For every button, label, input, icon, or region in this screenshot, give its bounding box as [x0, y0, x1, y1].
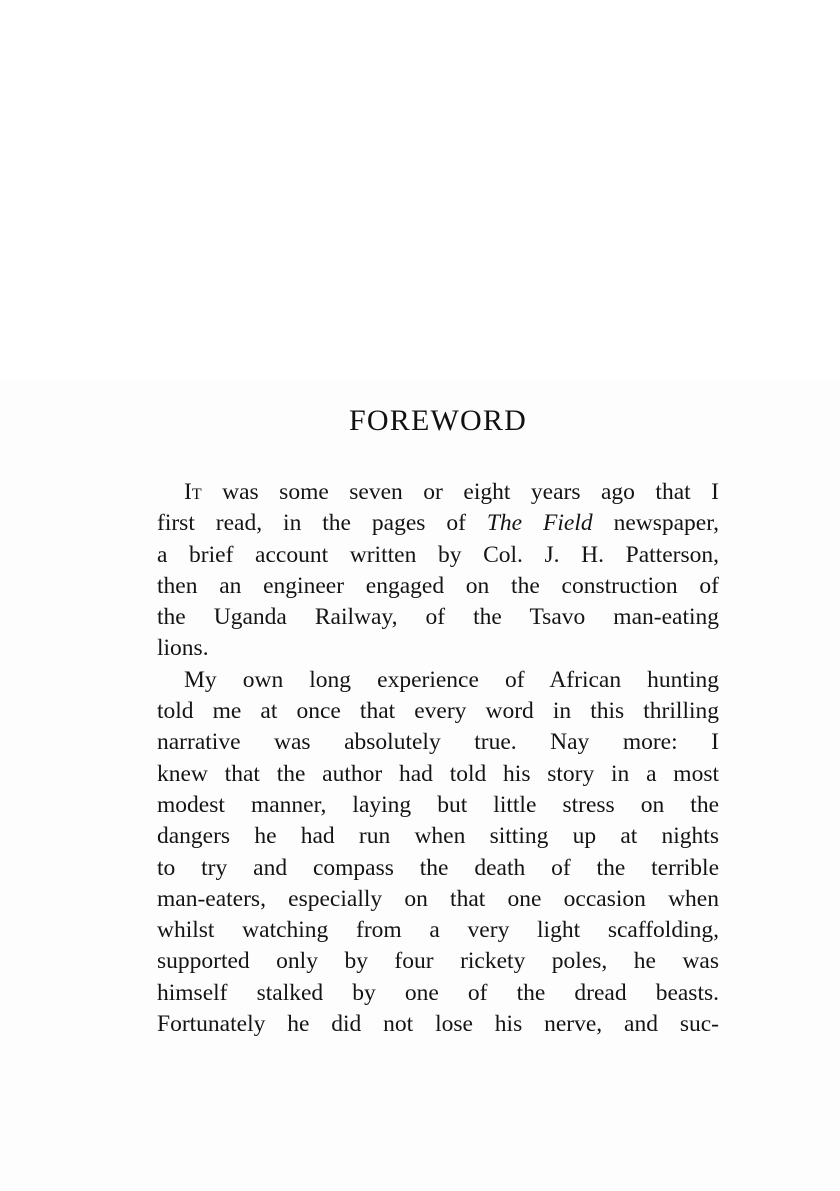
- small-caps-lead: It: [184, 479, 202, 505]
- body-text: [157, 477, 719, 1040]
- text-line: narrative was absolutely true. Nay more: I: [157, 729, 719, 756]
- text-line: man-eaters, especially on that one occasion when: [157, 885, 719, 912]
- text-line: told me at once that every word in this thrilling: [157, 698, 719, 725]
- text-line: modest manner, laying but little stress on the: [157, 791, 719, 818]
- text-line: then an engineer engaged on the construction of: [157, 572, 719, 599]
- italic-title: The Field: [486, 510, 593, 537]
- line-text: newspaper,: [592, 510, 719, 537]
- text-line: [157, 508, 719, 539]
- text-line: himself stalked by one of the dread beasts.: [157, 979, 719, 1006]
- chapter-heading: FOREWORD: [349, 404, 527, 437]
- text-line: My own long experience of African hunting: [184, 666, 719, 693]
- text-line: knew that the author had told his story in a most: [157, 760, 719, 787]
- text-line: Fortunately he did not lose his nerve, and suc-: [157, 1011, 719, 1038]
- text-line: the Uganda Railway, of the Tsavo man-eating: [157, 604, 719, 631]
- text-line: whilst watching from a very light scaffolding,: [157, 917, 719, 944]
- text-line: lions.: [157, 635, 209, 662]
- text-line: dangers he had run when sitting up at nights: [157, 823, 719, 850]
- text-line: to try and compass the death of the terrible: [157, 854, 719, 881]
- line-text: first read, in the pages of: [157, 510, 487, 537]
- text-line: [157, 477, 719, 508]
- line-text: was some seven or eight years ago that I: [201, 479, 719, 505]
- text-line: supported only by four rickety poles, he was: [157, 948, 719, 975]
- text-line: a brief account written by Col. J. H. Patterson,: [157, 541, 719, 568]
